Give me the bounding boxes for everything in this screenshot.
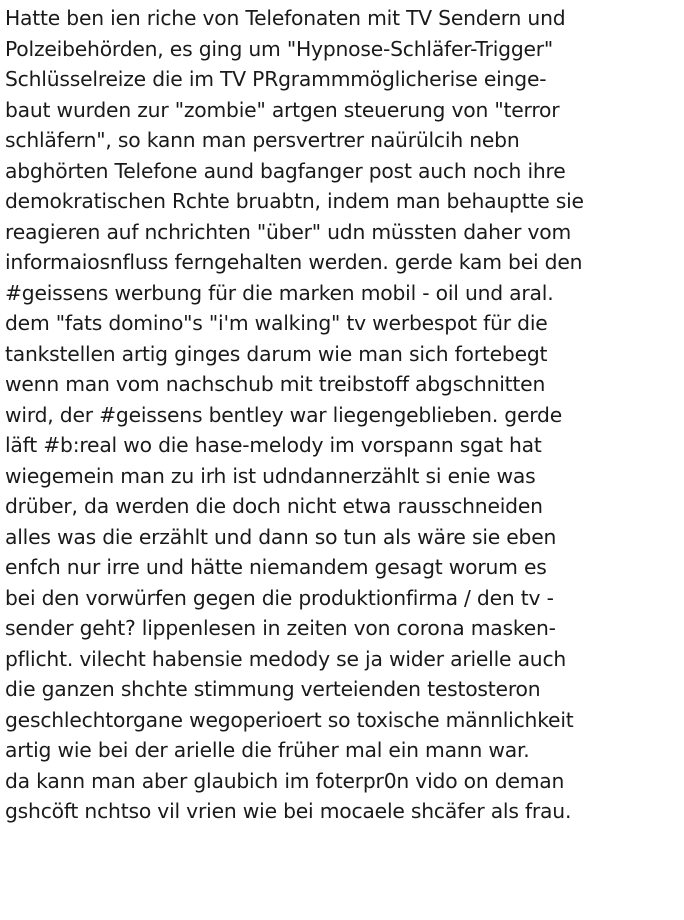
- text-line: die ganzen shchte stimmung verteienden testosteron: [5, 677, 541, 701]
- text-line: dem "fats domino"s "i'm walking" tv werbespot für die: [5, 311, 548, 335]
- text-line: da kann man aber glaubich im foterpr0n vido on deman: [5, 768, 565, 793]
- text-line: informaiosnfluss ferngehalten werden. gerde kam bei den: [5, 250, 583, 274]
- text-line: baut wurden zur "zombie" artgen steuerung von "terror: [5, 97, 560, 122]
- text-line: sender geht? lippenlesen in zeiten von corona masken-: [5, 616, 556, 640]
- text-line: geschlechtorgane wegoperioert so toxische männlichkeit: [5, 707, 574, 732]
- text-body: [5, 3, 681, 827]
- text-line: demokratischen Rchte bruabtn, indem man behauptte sie: [5, 189, 584, 213]
- text-line: reagieren auf nchrichten "über" udn müssten daher vom: [5, 219, 572, 244]
- text-line: abghörten Telefone aund bagfanger post auch noch ihre: [5, 158, 566, 183]
- text-line: #geissens werbung für die marken mobil - oil und aral.: [5, 280, 554, 305]
- text-line: gshcöft nchtso vil vrien wie bei mocaele shcäfer als frau.: [5, 799, 572, 823]
- text-line: wird, der #geissens bentley war liegengeblieben. gerde: [5, 402, 562, 427]
- text-line: läft #b:real wo die hase-melody im vorspann sgat hat: [5, 433, 542, 457]
- text-line: enfch nur irre und hätte niemandem gesagt worum es: [5, 555, 547, 579]
- text-line: Schlüsselreize die im TV PRgrammmöglicherise einge-: [5, 67, 547, 91]
- text-line: drüber, da werden die doch nicht etwa rausschneiden: [5, 494, 543, 518]
- text-line: alles was die erzählt und dann so tun als wäre sie eben: [5, 524, 557, 549]
- text-line: Polzeibehörden, es ging um "Hypnose-Schläfer-Trigger": [5, 36, 554, 61]
- text-line: wiegemein man zu irh ist udndannerzählt si enie was: [5, 463, 536, 488]
- text-line: Hatte ben ien riche von Telefonaten mit TV Sendern und: [5, 6, 566, 30]
- text-line: pflicht. vilecht habensie medody se ja wider arielle auch: [5, 646, 567, 671]
- text-line: wenn man vom nachschub mit treibstoff abgschnitten: [5, 372, 546, 396]
- text-line: tankstellen artig ginges darum wie man sich fortebegt: [5, 341, 548, 366]
- text-line: schläfern", so kann man persvertrer naürülcih nebn: [5, 128, 520, 152]
- text-line: artig wie bei der arielle die früher mal ein mann war.: [5, 738, 530, 762]
- text-line: bei den vorwürfen gegen die produktionfirma / den tv -: [5, 585, 554, 610]
